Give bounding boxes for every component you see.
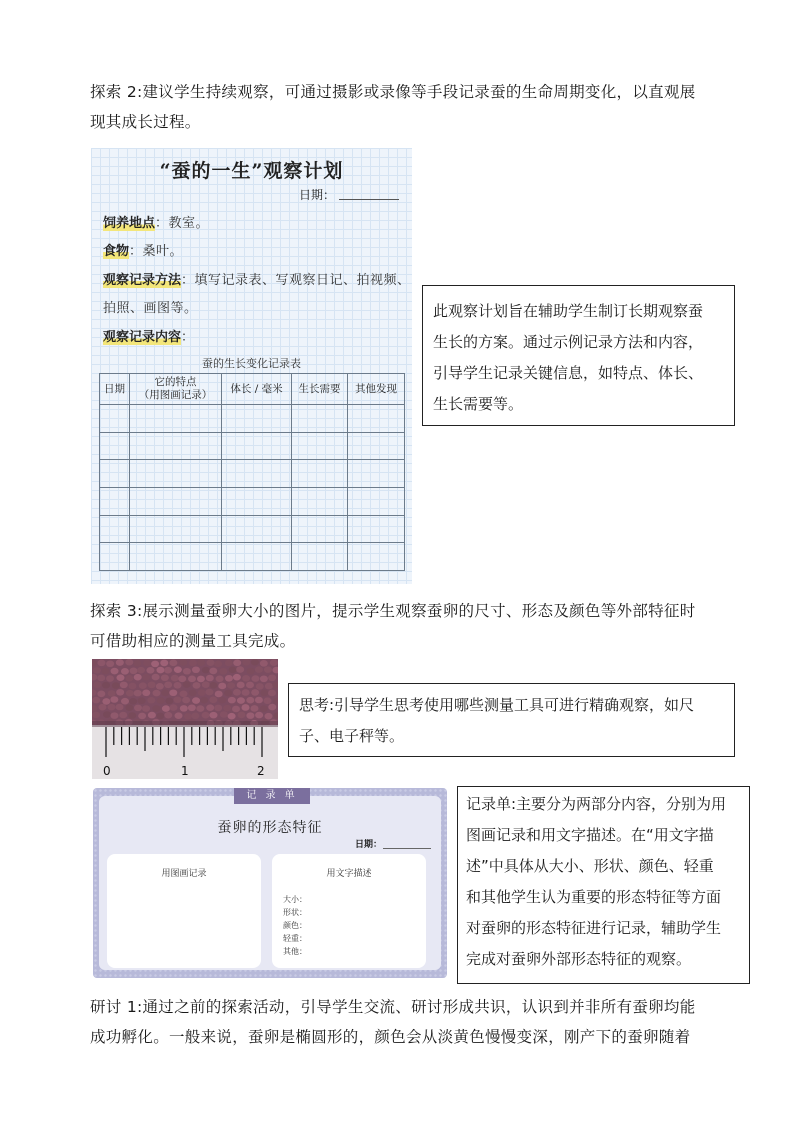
silkworm-egg [93, 682, 101, 689]
silkworm-egg [110, 696, 118, 703]
silkworm-egg [128, 712, 136, 719]
observation-plan-card [91, 148, 412, 584]
plan-field-value: ：填写记录表、写观察日记、拍视频、 [181, 273, 411, 288]
silkworm-egg [98, 704, 106, 711]
silkworm-egg [242, 675, 250, 682]
silkworm-egg [111, 668, 119, 675]
silkworm-egg [134, 674, 142, 681]
silkworm-egg [106, 660, 114, 667]
think-note-box [288, 683, 735, 757]
silkworm-egg [251, 659, 259, 665]
silkworm-egg [265, 713, 273, 720]
silkworm-egg [119, 712, 127, 719]
silkworm-egg [268, 690, 276, 697]
silkworm-egg [108, 704, 116, 711]
plan-note-box [422, 285, 735, 426]
note1-line: 引导学生记录关键信息，如特点、体长、 [433, 364, 704, 382]
silkworm-egg [128, 683, 136, 690]
silkworm-egg [188, 676, 196, 683]
silkworm-egg [227, 682, 235, 689]
ruler-label-1: 1 [181, 764, 189, 778]
silkworm-egg [102, 698, 110, 705]
silkworm-egg [219, 668, 227, 675]
text-description-panel [272, 854, 426, 968]
silkworm-egg [171, 675, 179, 682]
silkworm-egg [183, 681, 191, 688]
silkworm-egg [137, 667, 145, 674]
silkworm-egg [152, 690, 160, 697]
silkworm-egg [106, 675, 114, 682]
silkworm-egg [138, 713, 146, 720]
silkworm-egg [229, 667, 237, 674]
plan-field-value: ：桑叶。 [129, 244, 184, 259]
note1-line: 此观察计划旨在辅助学生制订长期观察蚕 [433, 302, 704, 320]
column-header-features-text: 它的特点 （用图画记录） [138, 376, 213, 401]
drawing-record-panel [107, 854, 261, 968]
plan-field-food [103, 240, 183, 259]
silkworm-egg [260, 675, 268, 682]
silkworm-egg [116, 689, 124, 696]
table-row [100, 432, 405, 460]
silkworm-egg [197, 676, 205, 683]
column-header-length: 体长 / 毫米 [222, 374, 292, 405]
note2-line: 记录单:主要分为两部分内容，分别为用 [466, 795, 727, 813]
silkworm-egg [116, 704, 124, 711]
silkworm-egg [93, 667, 101, 674]
table-row [100, 460, 405, 488]
silkworm-egg [209, 668, 217, 675]
silkworm-egg [242, 659, 250, 666]
column-header-features [130, 374, 222, 405]
silkworm-egg [232, 706, 240, 713]
research1-line-1: 研讨 1:通过之前的探索活动，引导学生交流、研讨形成共识，认识到并非所有蚕卵均能 [90, 998, 696, 1016]
record-table-caption: 蚕的生长变化记录表 [202, 357, 301, 370]
plan-field-key: 观察记录方法 [103, 273, 182, 288]
silkworm-egg [268, 704, 276, 711]
plan-field-value: ： [181, 330, 195, 345]
silkworm-egg [97, 675, 105, 682]
silkworm-egg [260, 660, 268, 667]
silkworm-egg [151, 661, 159, 668]
silkworm-egg [250, 705, 258, 712]
silkworm-egg [209, 682, 217, 689]
silkworm-egg [246, 682, 254, 689]
silkworm-egg [164, 712, 172, 719]
silkworm-egg [241, 704, 249, 711]
silkworm-egg [121, 698, 129, 705]
explore2-paragraph [90, 77, 710, 137]
note1-line: 生长需要等。 [433, 395, 524, 413]
silkworm-egg [228, 713, 236, 720]
table-row [100, 405, 405, 433]
ruler-label-0: 0 [103, 764, 111, 778]
plan-date-blank [339, 199, 399, 200]
column-header-findings: 其他发现 [348, 374, 405, 405]
note2-line: 和其他学生认为重要的形态特征等方面 [466, 888, 722, 906]
silkworm-egg [202, 667, 210, 674]
trait-color: 颜色： [283, 921, 307, 930]
explore3-line-1: 探索 3:展示测量蚕卵大小的图片，提示学生观察蚕卵的尺寸、形态及颜色等外部特征时 [90, 602, 696, 620]
silkworm-egg [148, 712, 156, 719]
silkworm-egg [233, 689, 241, 696]
silkworm-egg [169, 689, 177, 696]
silkworm-egg [264, 697, 272, 704]
egg-record-sheet [93, 788, 447, 978]
silkworm-egg [246, 697, 254, 704]
plan-field-key: 饲养地点 [103, 216, 156, 231]
silkworm-egg [192, 697, 200, 704]
silkworm-egg [157, 697, 165, 704]
silkworm-egg [237, 697, 245, 704]
silkworm-egg [233, 674, 241, 681]
silkworm-egg [161, 674, 169, 681]
silkworm-egg [174, 666, 182, 673]
sheet-date-blank [383, 848, 431, 849]
silkworm-egg [260, 705, 268, 712]
silkworm-egg [198, 689, 206, 696]
explore3-line-2: 可借助相应的测量工具完成。 [90, 632, 296, 650]
silkworm-egg [129, 667, 137, 674]
silkworm-egg [120, 682, 128, 689]
trait-shape: 形状： [283, 908, 307, 917]
silkworm-egg [108, 690, 116, 697]
silkworm-egg [110, 712, 118, 719]
silkworm-egg [178, 675, 186, 682]
silkworm-egg [237, 682, 245, 689]
silkworm-egg [116, 659, 124, 666]
column-header-needs: 生长需要 [292, 374, 348, 405]
eggs-and-ruler-image [92, 659, 278, 779]
silkworm-egg [224, 690, 232, 697]
silkworm-egg [209, 696, 217, 703]
silkworm-egg [92, 697, 100, 704]
table-row [100, 487, 405, 515]
silkworm-egg [165, 698, 173, 705]
silkworm-egg [164, 667, 172, 674]
growth-record-table [99, 373, 405, 571]
research1-line-2: 成功孵化。一般来说，蚕卵是椭圆形的，颜色会从淡黄色慢慢变深，刚产下的蚕卵随着 [90, 1028, 691, 1046]
silkworm-egg [126, 690, 134, 697]
silkworm-egg [260, 690, 268, 697]
explore2-line-2: 现其成长过程。 [90, 113, 201, 131]
silkworm-egg [180, 705, 188, 712]
silkworm-egg [223, 705, 231, 712]
silkworm-egg [188, 704, 196, 711]
silkworm-egg [147, 697, 155, 704]
silkworm-egg [162, 705, 170, 712]
silkworm-egg [156, 683, 164, 690]
think-line: 思考:引导学生思考使用哪些测量工具可进行精确观察，如尺 [299, 696, 695, 714]
silkworm-egg [238, 712, 246, 719]
sheet-title: 蚕卵的形态特征 [217, 820, 323, 836]
silkworm-egg [228, 697, 236, 704]
silkworm-egg [97, 660, 105, 667]
silkworm-egg [133, 660, 141, 667]
silkworm-egg [236, 666, 244, 673]
silkworm-egg [206, 704, 214, 711]
silkworm-egg [183, 668, 191, 675]
plan-date-label: 日期： [299, 188, 336, 202]
silkworm-egg [156, 667, 164, 674]
explore3-paragraph [90, 596, 710, 656]
silkworm-egg [209, 712, 217, 719]
table-row [100, 515, 405, 543]
plan-field-location [103, 212, 209, 231]
silkworm-egg [264, 666, 272, 673]
note2-line: 对蚕卵的形态特征进行记录，辅助学生 [466, 919, 722, 937]
plan-field-value: ：教室。 [155, 216, 210, 231]
think-line: 子、电子秤等。 [299, 727, 405, 745]
silkworm-egg [174, 682, 182, 689]
silkworm-egg [125, 675, 133, 682]
silkworm-egg [169, 704, 177, 711]
silkworm-egg [143, 660, 151, 667]
silkworm-egg [125, 704, 133, 711]
text-panel-title: 用文字描述 [326, 869, 372, 879]
silkworm-egg [169, 660, 177, 667]
silkworm-egg [255, 712, 263, 719]
silkworm-egg [270, 659, 278, 666]
silkworm-egg [116, 674, 124, 681]
table-row [100, 543, 405, 571]
note1-line: 生长的方案。通过示例记录方法和内容， [433, 333, 704, 351]
silkworm-egg [255, 697, 263, 704]
trait-other: 其他： [283, 947, 307, 956]
silkworm-egg [180, 691, 188, 698]
silkworm-egg [246, 712, 254, 719]
trait-weight: 轻重： [283, 934, 307, 943]
silkworm-egg [192, 682, 200, 689]
silkworm-egg [121, 668, 129, 675]
record-sheet-note-box [457, 786, 750, 984]
sheet-tab: 记 录 单 [234, 788, 310, 804]
silkworm-egg [152, 705, 160, 712]
silkworm-egg [205, 689, 213, 696]
plan-title: “蚕的一生”观察计划 [159, 160, 344, 182]
plan-field-method [103, 269, 411, 288]
silkworm-egg [161, 689, 169, 696]
plan-field-method-cont [103, 297, 198, 316]
silkworm-egg [196, 705, 204, 712]
silkworm-egg [139, 682, 147, 689]
silkworm-egg [173, 696, 181, 703]
silkworm-egg [156, 713, 164, 720]
silkworm-egg [175, 712, 183, 719]
silkworm-egg [265, 683, 273, 690]
silkworm-egg [242, 689, 250, 696]
column-header-date: 日期 [100, 374, 130, 405]
silkworm-egg [233, 660, 241, 667]
plan-field-key: 食物 [103, 244, 130, 259]
plan-field-key: 观察记录内容 [103, 330, 182, 345]
silkworm-egg [160, 660, 168, 667]
silkworm-egg [214, 705, 222, 712]
drawing-panel-title: 用图画记录 [161, 869, 207, 879]
silkworm-egg [255, 666, 263, 673]
silkworm-egg [164, 682, 172, 689]
silkworm-egg [182, 697, 190, 704]
silkworm-egg [202, 712, 210, 719]
silkworm-egg [125, 659, 133, 665]
silkworm-egg [207, 659, 215, 666]
silkworm-egg [102, 682, 110, 689]
silkworm-egg [152, 674, 160, 681]
silkworm-egg [214, 661, 222, 668]
silkworm-egg [218, 683, 226, 690]
silkworm-egg [225, 675, 233, 682]
silkworm-egg [220, 711, 228, 718]
silkworm-egg [192, 666, 200, 673]
note2-line: 图画记录和用文字描述。在“用文字描 [466, 826, 714, 844]
silkworm-egg [197, 659, 205, 666]
silkworm-egg [97, 691, 105, 698]
silkworm-egg [184, 713, 192, 720]
silkworm-egg [146, 667, 154, 674]
silkworm-egg [148, 682, 156, 689]
silkworm-egg [247, 668, 255, 675]
silkworm-egg [142, 705, 150, 712]
silkworm-egg [218, 697, 226, 704]
explore2-line-1: 探索 2:建议学生持续观察，可通过摄影或录像等手段记录蚕的生命周期变化，以直观展 [90, 83, 696, 101]
silkworm-egg [252, 675, 260, 682]
silkworm-egg [202, 681, 210, 688]
silkworm-egg [225, 660, 233, 667]
silkworm-egg [129, 698, 137, 705]
sheet-date-label: 日期： [355, 840, 383, 850]
note2-line: 完成对蚕卵外部形态特征的观察。 [466, 950, 692, 968]
silkworm-egg [215, 691, 223, 698]
silkworm-egg [256, 683, 264, 690]
silkworm-egg [200, 697, 208, 704]
silkworm-egg [179, 659, 187, 666]
silkworm-egg [251, 689, 259, 696]
research1-paragraph [90, 992, 710, 1052]
silkworm-egg [191, 713, 199, 720]
silkworm-egg [142, 674, 150, 681]
note2-line: 述”中具体从大小、形状、颜色、轻重 [466, 857, 714, 875]
silkworm-egg [268, 674, 276, 681]
silkworm-egg [206, 675, 214, 682]
silkworm-egg [138, 697, 146, 704]
silkworm-egg [189, 690, 197, 697]
silkworm-egg [134, 690, 142, 697]
silkworm-egg [134, 705, 142, 712]
silkworm-egg [101, 668, 109, 675]
silkworm-egg [142, 689, 150, 696]
silkworm-eggs-photo [92, 659, 278, 779]
silkworm-egg [92, 712, 100, 719]
silkworm-egg [216, 676, 224, 683]
plan-field-content [103, 326, 195, 345]
trait-size: 大小： [283, 895, 307, 904]
silkworm-egg [112, 682, 120, 689]
silkworm-egg [189, 660, 197, 667]
ruler-label-2: 2 [257, 764, 265, 778]
plan-field-value: 拍照、画图等。 [103, 301, 198, 316]
silkworm-egg [103, 711, 111, 718]
